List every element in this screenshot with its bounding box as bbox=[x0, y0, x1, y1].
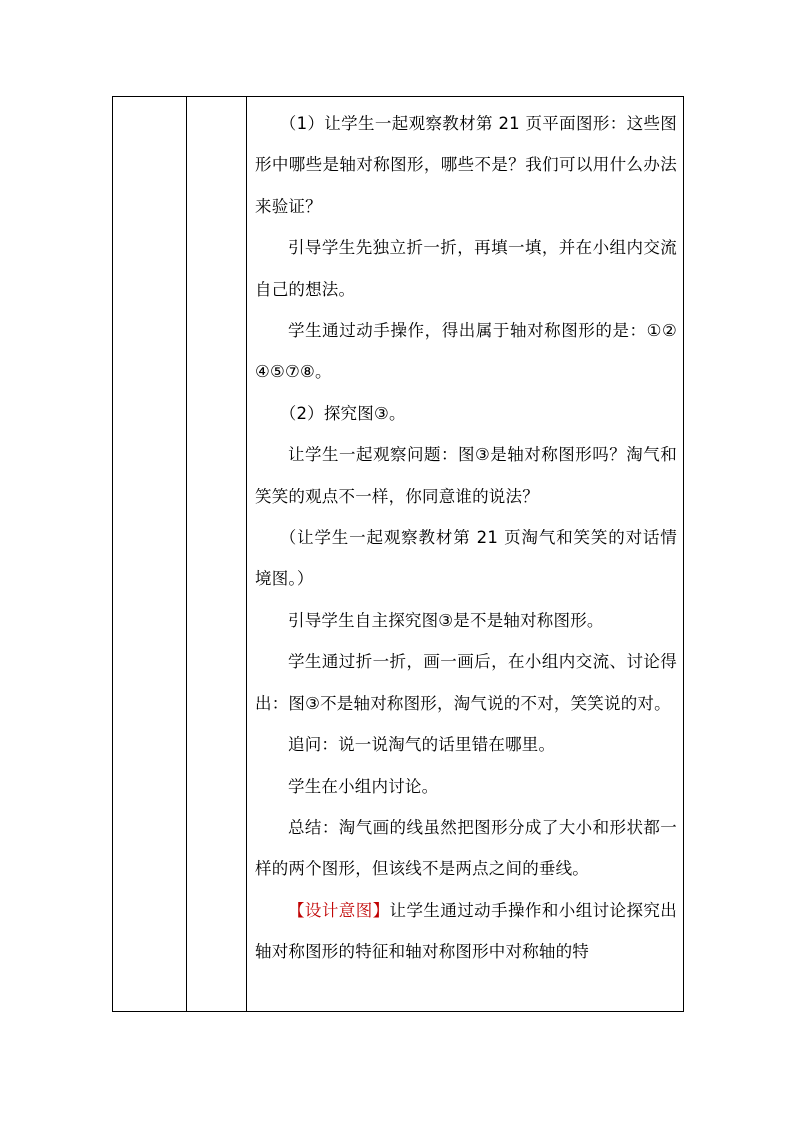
paragraph-observe-figures: （1）让学生一起观察教材第 21 页平面图形：这些图形中哪些是轴对称图形，哪些不是？我们可以用什么办法来验证？ bbox=[255, 114, 677, 216]
design-intent-text: 让学生通过动手操作和小组讨论探究出轴对称图形的特征和轴对称图形中对称轴的特 bbox=[255, 900, 678, 962]
paragraph-summary: 总结：淘气画的线虽然把图形分成了大小和形状都一样的两个图形，但该线不是两点之间的垂线。 bbox=[255, 817, 677, 879]
lesson-plan-table bbox=[112, 96, 684, 1012]
paragraph-self-explore: 引导学生自主探究图③是不是轴对称图形。 bbox=[288, 610, 604, 630]
paragraph-group-discuss: 学生在小组内讨论。 bbox=[288, 776, 439, 796]
paragraph-question: 让学生一起观察问题：图③是轴对称图形吗？淘气和笑笑的观点不一样，你同意谁的说法？ bbox=[255, 445, 677, 506]
paragraph-explore-heading: （2）探究图③。 bbox=[279, 403, 406, 423]
table-content-column bbox=[247, 97, 683, 1011]
paragraph-discussion-result: 学生通过折一折，画一画后，在小组内交流、讨论得出：图③不是轴对称图形，淘气说的不对，笑笑说的对。 bbox=[255, 652, 677, 713]
paragraph-follow-up: 追问：说一说淘气的话里错在哪里。 bbox=[288, 735, 556, 755]
table-column-1 bbox=[113, 97, 187, 1011]
paragraph-dialogue-note: （让学生一起观察教材第 21 页淘气和笑笑的对话情境图。） bbox=[255, 528, 677, 589]
paragraph-result: 学生通过动手操作，得出属于轴对称图形的是：①②④⑤⑦⑧。 bbox=[255, 321, 677, 382]
design-intent-label: 【设计意图】 bbox=[288, 900, 390, 920]
table-column-2 bbox=[187, 97, 247, 1011]
paragraph-design-intent bbox=[255, 890, 677, 973]
paragraph-fold-guide: 引导学生先独立折一折，再填一填，并在小组内交流自己的想法。 bbox=[255, 238, 677, 299]
